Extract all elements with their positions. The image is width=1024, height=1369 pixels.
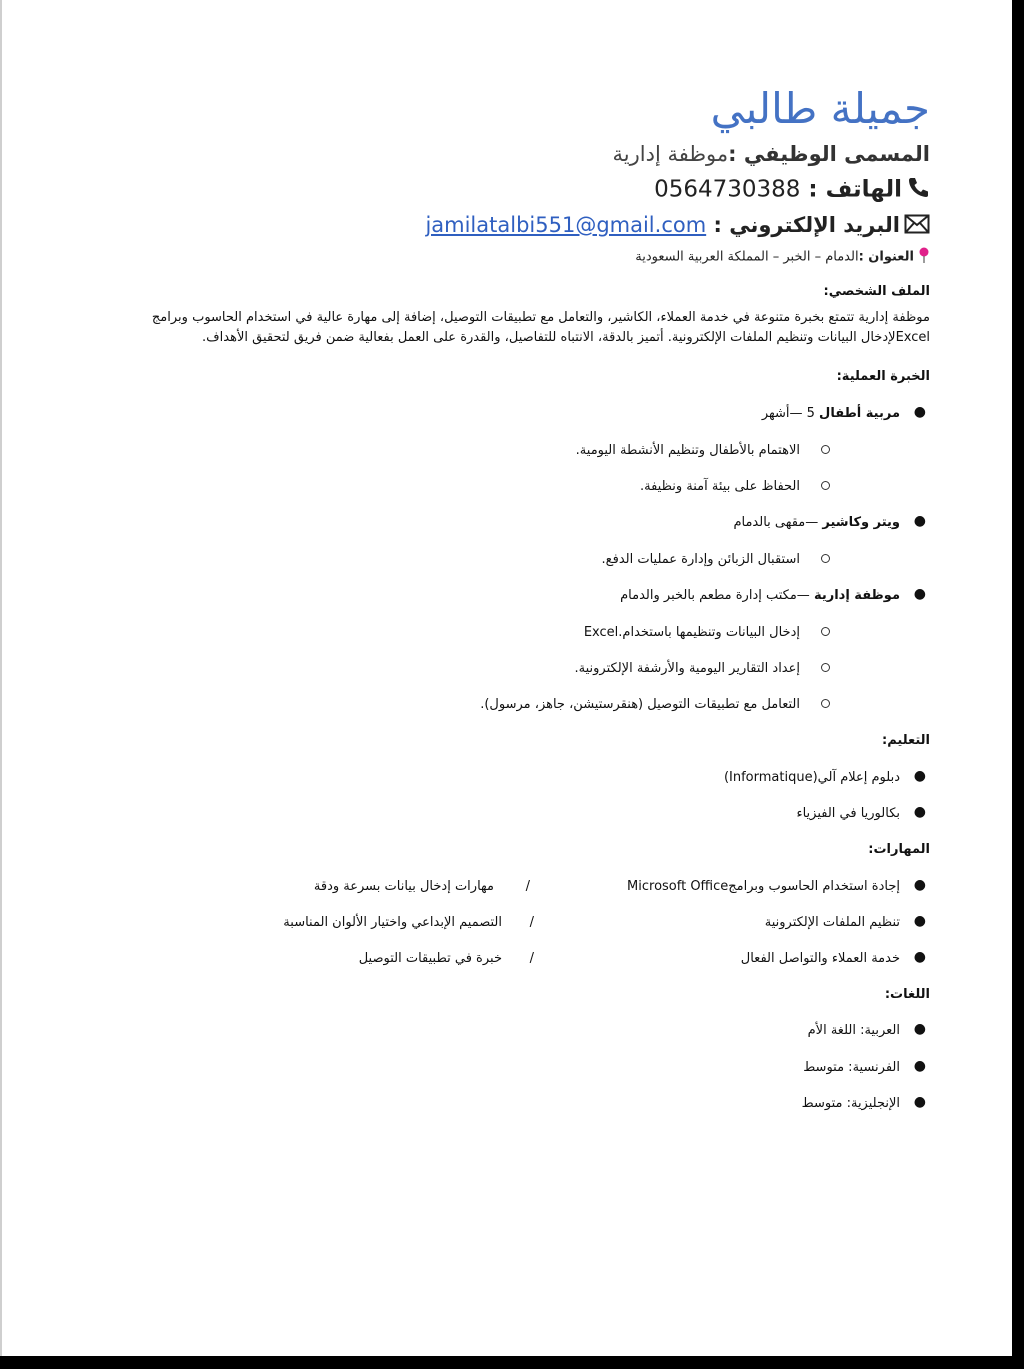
language-text: الفرنسية: متوسط	[803, 1060, 900, 1075]
bullet-icon: ●	[913, 1094, 926, 1110]
task-text: التعامل مع تطبيقات التوصيل (هنقرستيشن، جاهز، مرسول).	[480, 697, 800, 712]
task-item	[575, 661, 801, 676]
address-line	[80, 247, 930, 267]
bullet-icon: ●	[913, 804, 926, 820]
language-text: العربية: اللغة الأم	[807, 1023, 900, 1038]
phone-label: الهاتف :	[800, 176, 902, 203]
language-item	[803, 1058, 926, 1075]
task-item	[576, 443, 800, 458]
skill-text-secondary: التصميم الإبداعي واختيار الألوان المناسبة	[283, 915, 502, 930]
page-border-bottom	[0, 1356, 1024, 1369]
bullet-icon: ●	[913, 877, 926, 893]
education-text: بكالوريا في الفيزياء	[796, 806, 900, 821]
bullet-icon: ●	[913, 513, 926, 529]
profile-heading: الملف الشخصي:	[823, 284, 930, 299]
task-text: إدخال البيانات وتنظيمها باستخدام.Excel	[583, 625, 800, 640]
skill-separator: /	[529, 951, 534, 966]
location-pin-icon	[918, 247, 930, 267]
language-item	[807, 1021, 926, 1038]
bullet-icon: ●	[913, 586, 926, 602]
skills-heading: المهارات:	[868, 842, 930, 857]
task-item	[640, 479, 800, 494]
job-role: ويتر وكاشير	[822, 515, 900, 530]
skill-separator: /	[525, 879, 530, 894]
profile-text	[80, 308, 930, 348]
bullet-icon: ●	[913, 949, 926, 965]
email-link[interactable]: jamilatalbi551@gmail.com	[425, 213, 707, 237]
job-detail: 5 —أشهر	[761, 406, 820, 421]
address-label: العنوان :	[858, 249, 914, 265]
envelope-icon	[904, 214, 930, 239]
education-item	[723, 768, 926, 785]
skill-text: إجادة استخدام الحاسوب وبرامجMicrosoft Office	[627, 879, 900, 894]
bullet-icon: ●	[913, 768, 926, 784]
education-heading: التعليم:	[882, 733, 930, 748]
job-detail: —مقهى بالدمام	[733, 515, 823, 530]
task-text: إعداد التقارير اليومية والأرشفة الإلكترونية.	[574, 661, 800, 676]
task-item	[584, 625, 800, 640]
education-text: دبلوم إعلام آلي(Informatique)	[723, 770, 900, 785]
phone-icon	[906, 176, 930, 204]
job-title-label: المسمى الوظيفي :	[728, 142, 930, 166]
page-border-right	[1012, 0, 1024, 1369]
job-item	[761, 404, 926, 421]
skill-item	[627, 877, 926, 894]
skill-text-secondary: خبرة في تطبيقات التوصيل	[358, 951, 502, 966]
task-item	[602, 552, 800, 567]
job-role: موظفة إدارية	[813, 588, 900, 603]
skill-text: خدمة العملاء والتواصل الفعال	[740, 951, 900, 966]
experience-heading: الخبرة العملية:	[836, 369, 930, 384]
job-detail: —مكتب إدارة مطعم بالخبر والدمام	[620, 588, 814, 603]
phone-line	[80, 176, 930, 204]
education-item	[796, 804, 926, 821]
candidate-name: جميلة طالبي	[710, 84, 930, 133]
bullet-icon: ●	[913, 1058, 926, 1074]
job-title-line	[80, 142, 930, 166]
language-text: الإنجليزية: متوسط	[801, 1096, 900, 1111]
skill-text: تنظيم الملفات الإلكترونية	[764, 915, 900, 930]
sub-bullet-icon	[821, 699, 830, 708]
sub-bullet-icon	[821, 445, 830, 454]
sub-bullet-icon	[821, 554, 830, 563]
bullet-icon: ●	[913, 1021, 926, 1037]
job-item	[733, 513, 926, 530]
task-text: الحفاظ على بيئة آمنة ونظيفة.	[639, 479, 800, 494]
sub-bullet-icon	[821, 481, 830, 490]
email-label: البريد الإلكتروني :	[706, 213, 900, 237]
task-text: الاهتمام بالأطفال وتنظيم الأنشطة اليومية.	[575, 443, 800, 458]
skill-item	[764, 913, 926, 930]
email-line	[80, 213, 930, 239]
skill-text-secondary: مهارات إدخال بيانات بسرعة ودقة	[313, 879, 494, 894]
phone-value: 0564730388	[654, 176, 801, 203]
task-item	[480, 697, 800, 712]
profile-line-1: موظفة إدارية تتمتع بخبرة متنوعة في خدمة العملاء، الكاشير، والتعامل مع تطبيقات التوصيل، إضافة إلى مهارة عالية في استخدام الحاسوب وبرامج	[151, 310, 930, 325]
language-item	[801, 1094, 926, 1111]
job-role: مربية أطفال	[819, 406, 900, 421]
job-item	[620, 586, 926, 603]
sub-bullet-icon	[821, 627, 830, 636]
languages-heading: اللغات:	[884, 987, 930, 1002]
bullet-icon: ●	[913, 913, 926, 929]
job-title-value: موظفة إدارية	[612, 142, 729, 166]
skill-item	[740, 949, 926, 966]
bullet-icon: ●	[913, 404, 926, 420]
profile-line-2: Excelلإدخال البيانات وتنظيم الملفات الإلكترونية. أتميز بالدقة، الانتباه للتفاصيل، والقدرة على العمل بفعالية ضمن فريق لتحقيق الأهداف.	[202, 330, 930, 345]
sub-bullet-icon	[821, 663, 830, 672]
task-text: استقبال الزبائن وإدارة عمليات الدفع.	[601, 552, 800, 567]
skill-separator: /	[529, 915, 534, 930]
address-value: الدمام – الخبر – المملكة العربية السعودية	[635, 249, 859, 265]
